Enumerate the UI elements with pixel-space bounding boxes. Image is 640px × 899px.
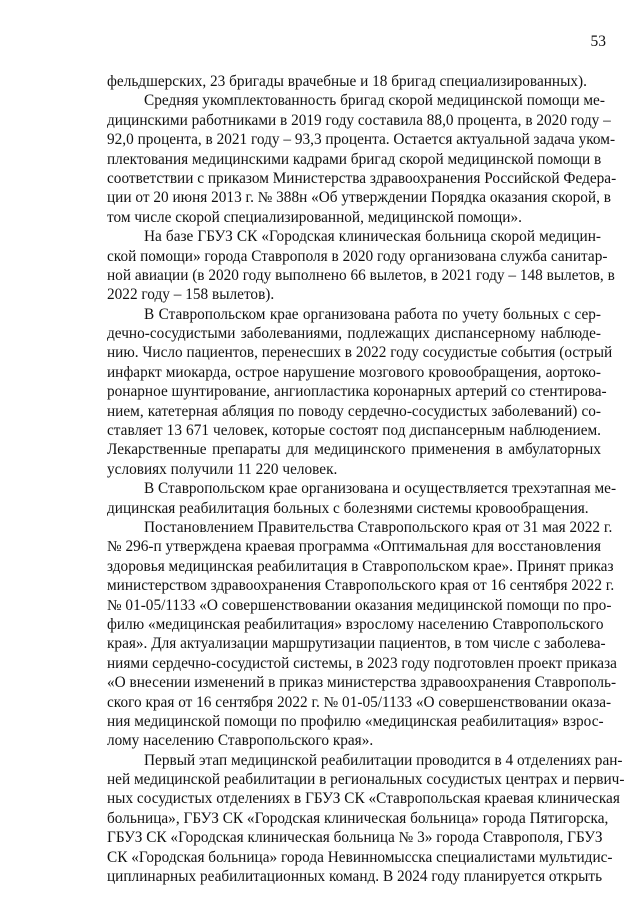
- paragraph: [107, 479, 617, 518]
- text-line: ных сосудистых отделениях в ГБУЗ СК «Ставропольская краевая клиническая: [107, 790, 620, 808]
- text-line: филю «медицинская реабилитация» взрослому населению Ставропольского: [107, 615, 604, 633]
- paragraph: [107, 91, 617, 227]
- text-line: ной авиации (в 2020 году выполнено 66 вылетов, в 2021 году – 148 вылетов, в: [107, 266, 615, 284]
- text-line: ронарное шунтирование, ангиопластика коронарных артерий со стентирова-: [107, 383, 607, 401]
- text-line: Лекарственные препараты для медицинского применения в амбулаторных: [107, 441, 601, 459]
- text-line: лому населению Ставропольского края».: [107, 732, 374, 750]
- paragraph: [107, 751, 625, 887]
- text-line: плектования медицинскими кадрами бригад скорой медицинской помощи в: [107, 150, 602, 168]
- text-line: ставляет 13 671 человек, которые состоят под диспансерным наблюдением.: [107, 422, 601, 440]
- text-line: края». Для актуализации маршрутизации пациентов, в том числе с заболева-: [107, 635, 606, 653]
- text-line: ГБУЗ СК «Городская клиническая больница № 3» города Ставрополя, ГБУЗ: [107, 829, 603, 847]
- page-number: 53: [590, 33, 606, 50]
- text-line: «О внесении изменений в приказ министерства здравоохранения Ставрополь-: [107, 674, 617, 692]
- text-line: 92,0 процента, в 2021 году – 93,3 процента. Остается актуальной задача уком-: [107, 131, 616, 149]
- text-line: дечно-сосудистыми заболеваниями, подлежащих диспансерному наблюде-: [107, 325, 601, 343]
- text-line: 2022 году – 158 вылетов).: [107, 286, 275, 304]
- text-line: больница», ГБУЗ СК «Городская клиническая больница» города Пятигорска,: [107, 809, 609, 827]
- text-line: инфаркт миокарда, острое нарушение мозгового кровообращения, аортоко-: [107, 363, 601, 381]
- text-line: № 296-п утверждена краевая программа «Оптимальная для восстановления: [107, 538, 601, 556]
- text-line: № 01-05/1133 «О совершенствовании оказания медицинской помощи по про-: [107, 596, 612, 614]
- text-line: ского края от 16 сентября 2022 г. № 01-05/1133 «О совершенствовании оказа-: [107, 693, 612, 711]
- text-line: Постановлением Правительства Ставропольского края от 31 мая 2022 г.: [144, 518, 613, 536]
- text-line: дицинскими работниками в 2019 году составила 88,0 процента, в 2020 году –: [107, 111, 611, 129]
- text-line: министерством здравоохранения Ставропольского края от 16 сентября 2022 г.: [107, 577, 615, 595]
- text-line: том числе скорой специализированной, медицинской помощи».: [107, 208, 522, 226]
- text-line: здоровья медицинская реабилитация в Ставропольском крае». Принят приказ: [107, 557, 614, 575]
- text-line: условиях получили 11 220 человек.: [107, 460, 338, 478]
- text-line: ней медицинской реабилитации в региональных сосудистых центрах и первич-: [107, 771, 625, 789]
- text-line: Средняя укомплектованность бригад скорой медицинской помощи ме-: [144, 92, 605, 110]
- text-line: соответствии с приказом Министерства здравоохранения Российской Федера-: [107, 169, 617, 187]
- text-line: Первый этап медицинской реабилитации проводится в 4 отделениях ран-: [144, 751, 623, 769]
- text-line: дицинская реабилитация больных с болезнями системы кровообращения.: [107, 499, 589, 517]
- text-line: На базе ГБУЗ СК «Городская клиническая больница скорой медицин-: [144, 228, 601, 246]
- paragraph: [107, 72, 601, 91]
- paragraph: [107, 518, 617, 751]
- text-line: нием, катетерная абляция по поводу сердечно-сосудистых заболеваний) со-: [107, 402, 601, 420]
- text-line: ции от 20 июня 2013 г. № 388н «Об утверждении Порядка оказания скорой, в: [107, 189, 611, 207]
- text-line: циплинарных реабилитационных команд. В 2024 году планируется открыть: [107, 868, 603, 886]
- paragraph: [107, 305, 613, 480]
- text-line: ния медицинской помощи по профилю «медицинская реабилитация» взрос-: [107, 712, 604, 730]
- text-line: нию. Число пациентов, перенесших в 2022 году сосудистые события (острый: [107, 344, 613, 362]
- document-body: [107, 72, 625, 886]
- text-line: СК «Городская больница» города Невинномысска специалистами мультидис-: [107, 848, 613, 866]
- text-line: фельдшерских, 23 бригады врачебные и 18 бригад специализированных).: [107, 73, 587, 90]
- paragraph: [107, 227, 615, 305]
- text-line: ской помощи» города Ставрополя в 2020 году организована служба санитар-: [107, 247, 608, 265]
- text-line: ниями сердечно-сосудистой системы, в 2023 году подготовлен проект приказа: [107, 654, 617, 672]
- text-line: В Ставропольском крае организована работа по учету больных с сер-: [144, 305, 601, 323]
- text-line: В Ставропольском крае организована и осуществляется трехэтапная ме-: [144, 480, 617, 498]
